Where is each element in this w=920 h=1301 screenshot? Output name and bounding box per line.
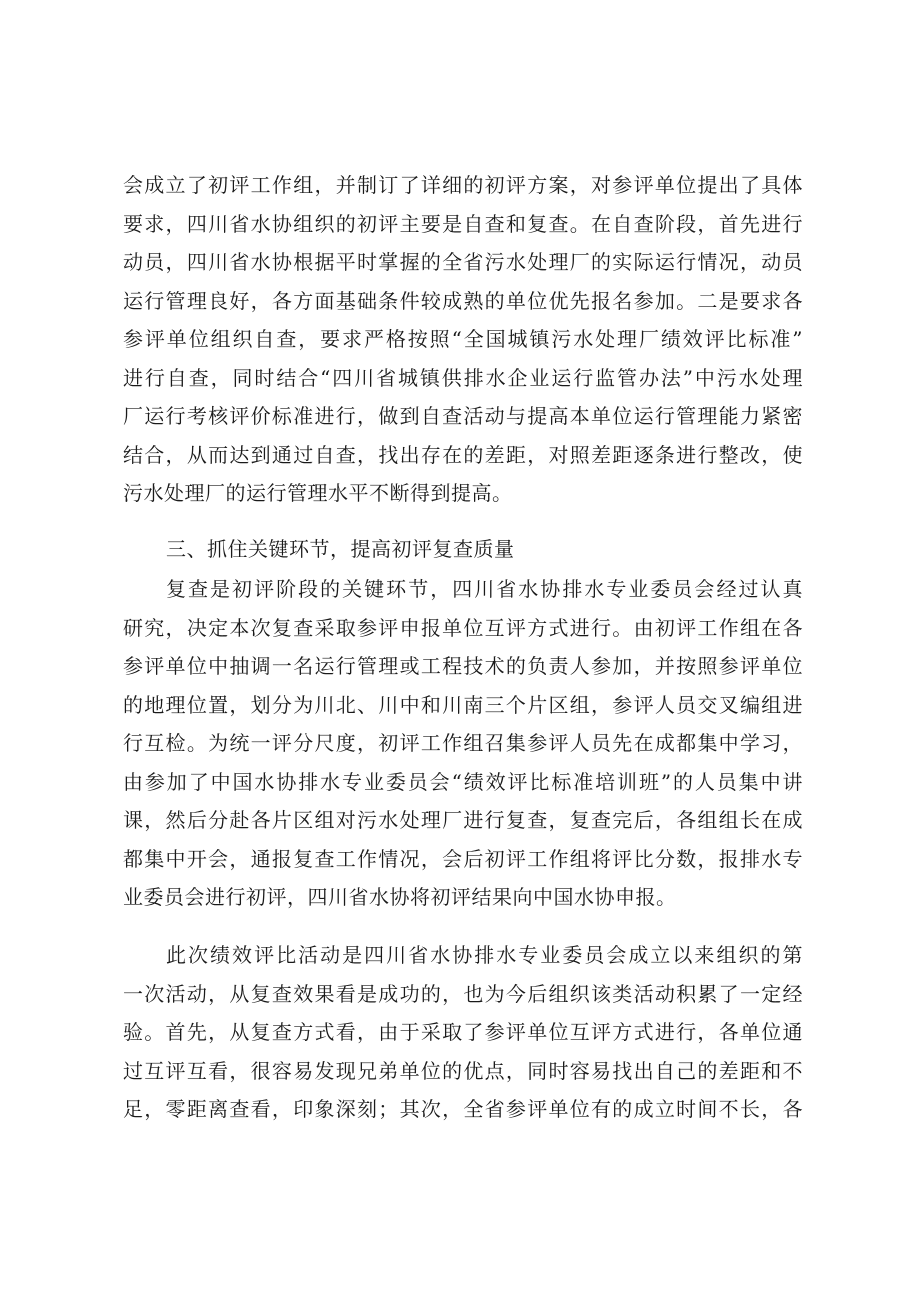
paragraph-line: 都集中开会，通报复查工作情况，会后初评工作组将评比分数，报排水专: [123, 846, 803, 871]
paragraph-line: 结合，从而达到通过自查，找出存在的差距，对照差距逐条进行整改，使: [123, 442, 803, 467]
paragraph-line: 此次绩效评比活动是四川省水协排水专业委员会成立以来组织的第: [166, 943, 803, 967]
paragraph-line: 进行自查，同时结合“四川省城镇供排水企业运行监管办法”中污水处理: [123, 365, 803, 390]
paragraph-line: 复查是初评阶段的关键环节，四川省水协排水专业委员会经过认真: [166, 577, 803, 601]
paragraph-line: 一次活动，从复查效果看是成功的，也为今后组织该类活动积累了一定经: [123, 981, 803, 1006]
paragraph-line: 厂运行考核评价标准进行，做到自查活动与提高本单位运行管理能力紧密: [123, 404, 803, 428]
paragraph-line: 业委员会进行初评，四川省水协将初评结果向中国水协申报。: [123, 885, 677, 909]
paragraph-2: [123, 570, 803, 917]
paragraph-line: 研究，决定本次复查采取参评申报单位互评方式进行。由初评工作组在各: [123, 615, 803, 640]
paragraph-line: 会成立了初评工作组，并制订了详细的初评方案，对参评单位提出了具体: [123, 173, 803, 197]
paragraph-line: 课，然后分赴各片区组对污水处理厂进行复查，复查完后，各组组长在成: [123, 808, 803, 832]
paragraph-line: 污水处理厂的运行管理水平不断得到提高。: [123, 481, 513, 505]
paragraph-line: 由参加了中国水协排水专业委员会“绩效评比标准培训班”的人员集中讲: [123, 769, 803, 794]
paragraph-line: 验。首先，从复查方式看，由于采取了参评单位互评方式进行，各单位通: [123, 1020, 803, 1044]
paragraph-line: 的地理位置，划分为川北、川中和川南三个片区组，参评人员交叉编组进: [123, 692, 803, 717]
paragraph-line: 要求，四川省水协组织的初评主要是自查和复查。在自查阶段，首先进行: [123, 211, 803, 236]
paragraph-line: 过互评互看，很容易发现兄弟单位的优点，同时容易找出自己的差距和不: [123, 1058, 803, 1083]
paragraph-line: 运行管理良好，各方面基础条件较成熟的单位优先报名参加。二是要求各: [123, 288, 803, 313]
paragraph-1: [123, 166, 803, 513]
paragraph-line: 行互检。为统一评分尺度，初评工作组召集参评人员先在成都集中学习，: [123, 731, 803, 755]
paragraph-3: [123, 936, 803, 1129]
paragraph-line: 参评单位中抽调一名运行管理或工程技术的负责人参加，并按照参评单位: [123, 654, 803, 678]
section-heading-text: 三、抓住关键环节，提高初评复查质量: [166, 537, 515, 561]
paragraph-line: 足，零距离查看，印象深刻；其次，全省参评单位有的成立时间不长，各: [123, 1097, 803, 1121]
section-heading: [123, 530, 803, 569]
paragraph-line: 参评单位组织自查，要求严格按照“全国城镇污水处理厂绩效评比标准”: [123, 327, 803, 351]
paragraph-line: 动员，四川省水协根据平时掌握的全省污水处理厂的实际运行情况，动员: [123, 250, 803, 274]
